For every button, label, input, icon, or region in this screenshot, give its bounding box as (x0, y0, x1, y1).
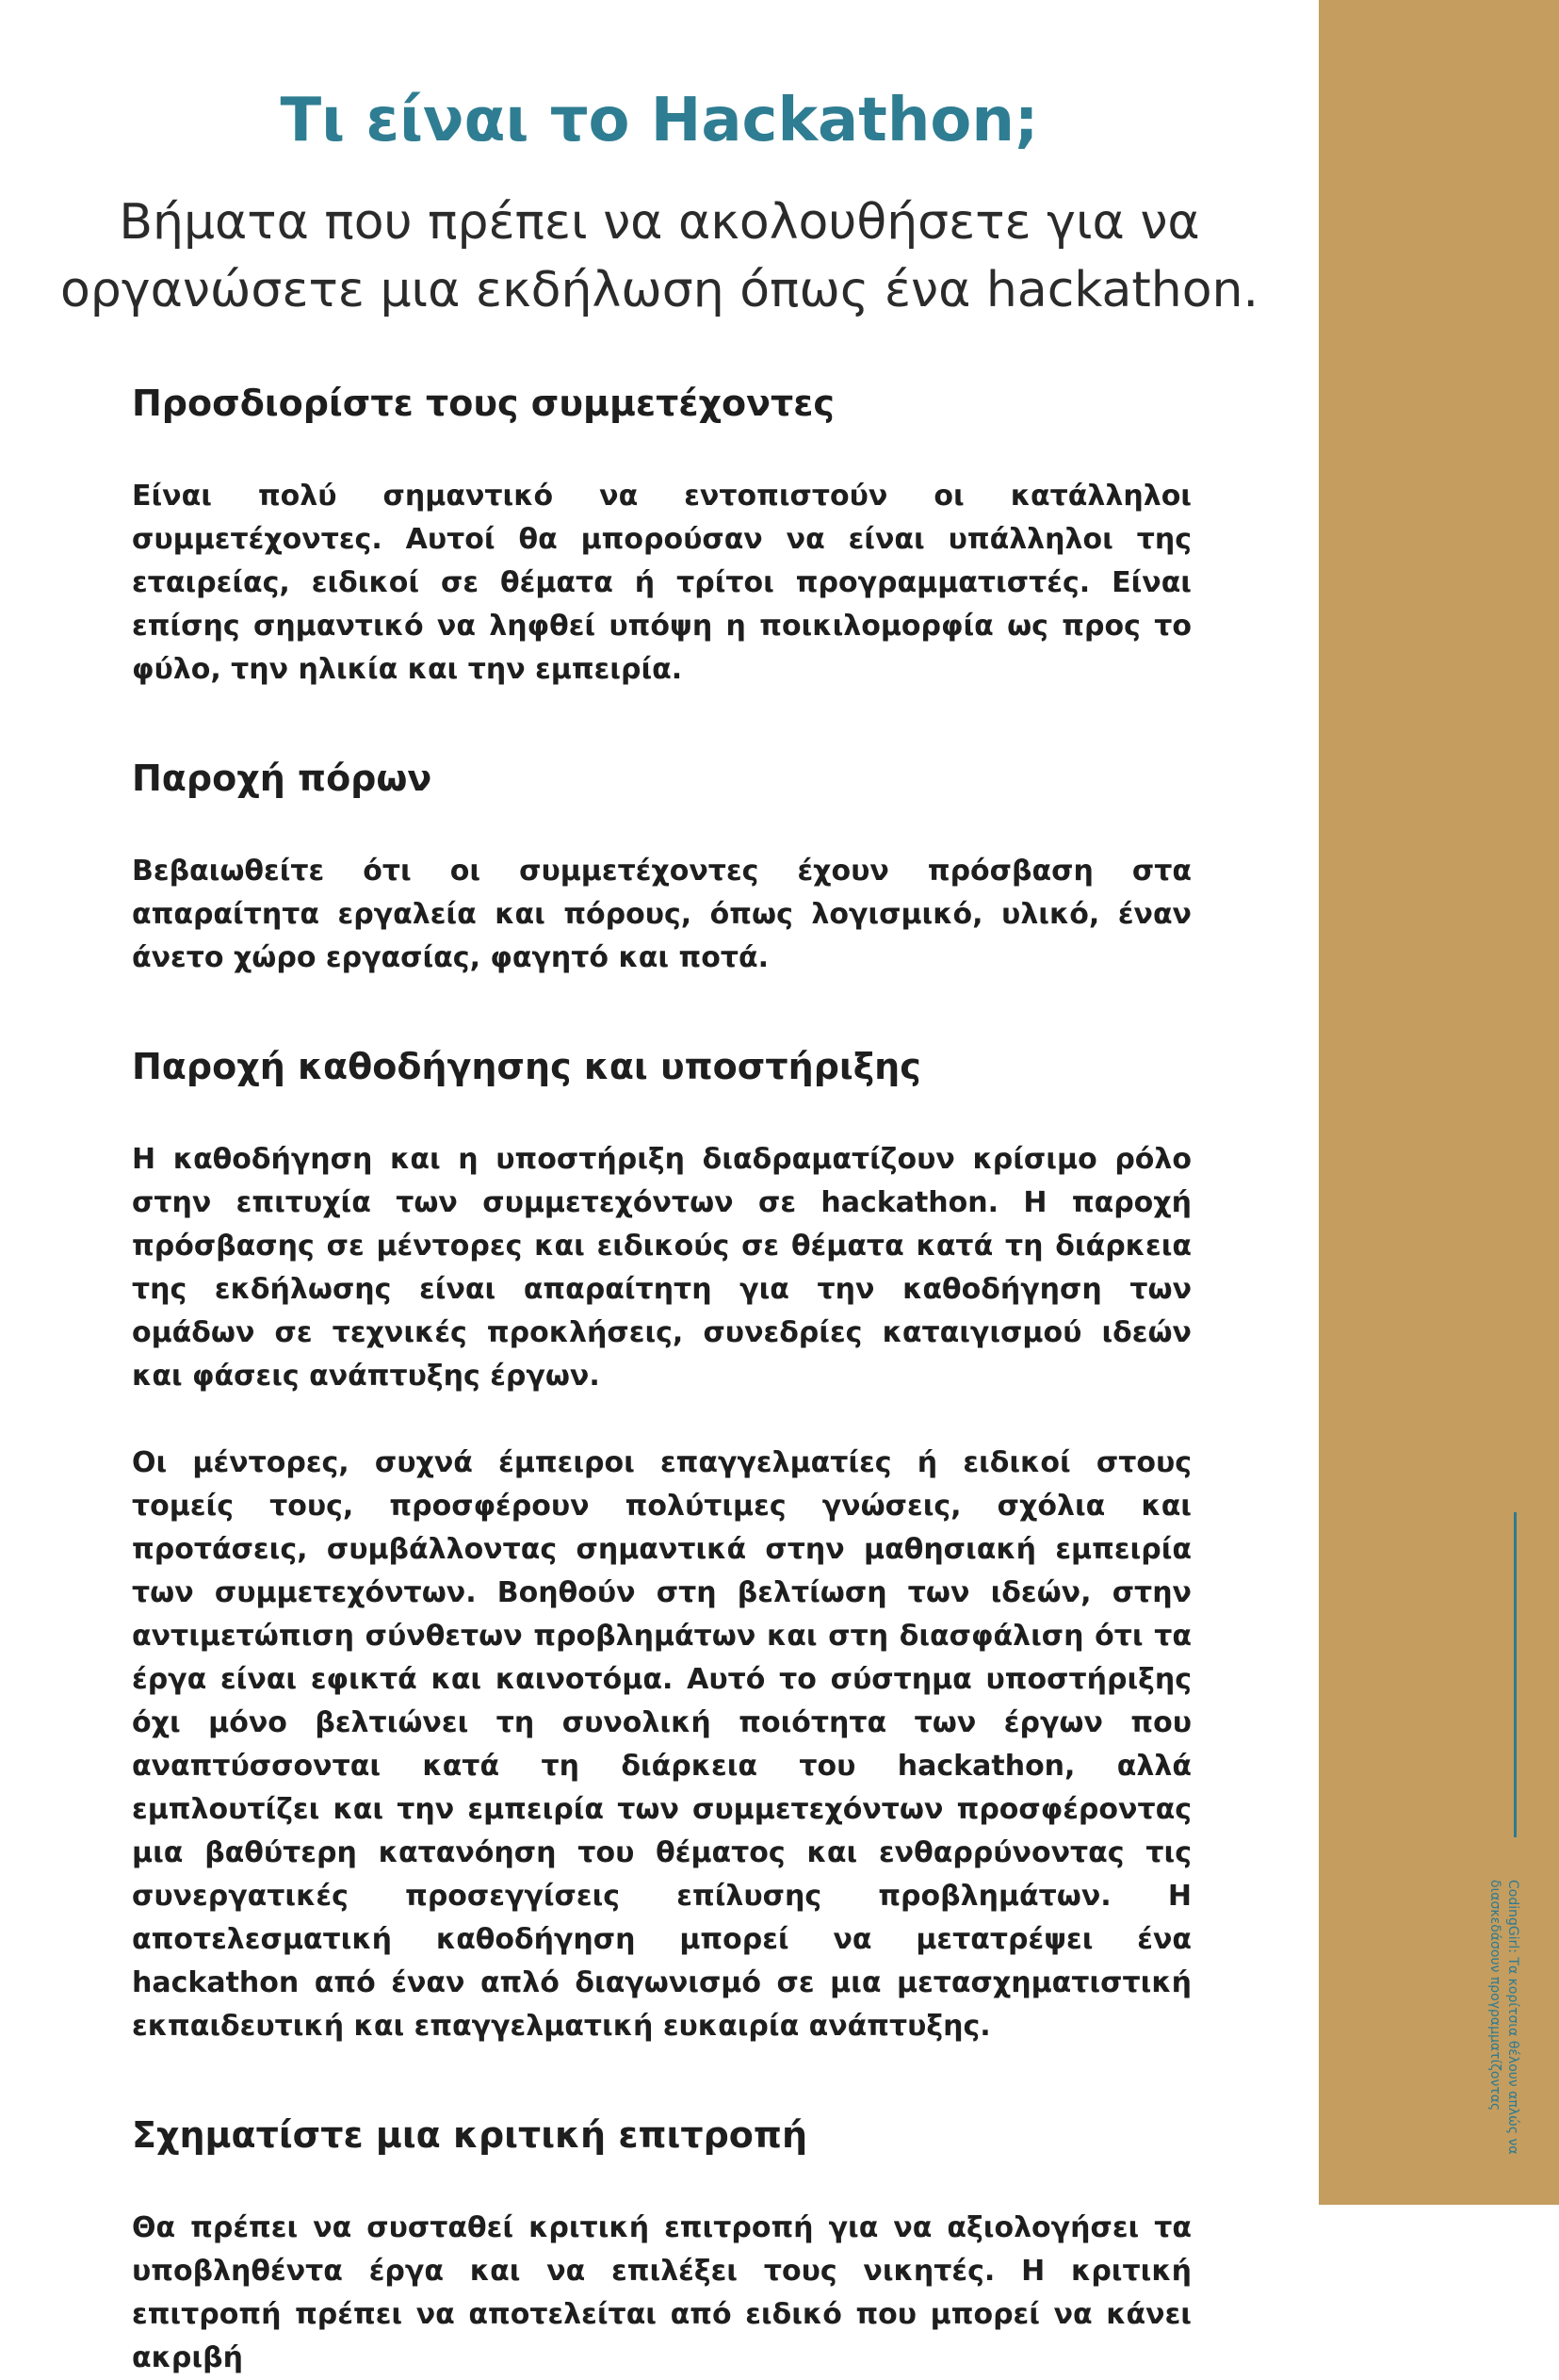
page-title: Τι είναι το Hackathon; (280, 86, 1039, 155)
section-paragraph: Είναι πολύ σημαντικό να εντοπιστούν οι κατάλληλοι συμμετέχοντες. Αυτοί θα μπορούσαν να είναι υπάλληλοι της εταιρείας, ειδικοί σε θέματα ή τρίτοι προγραμματιστές. Είναι επίσης σημαντικό να ληφθεί υπόψη η ποικιλομορφία ως προς το φύλο, την ηλικία και την εμπειρία. (132, 480, 1192, 686)
section-heading-jury: Σχηματίστε μια κριτική επιτροπή (132, 2114, 808, 2156)
sidebar-panel (1319, 0, 1559, 2205)
section-paragraph: Η καθοδήγηση και η υποστήριξη διαδραματίζουν κρίσιμο ρόλο στην επιτυχία των συμμετεχόντων σε hackathon. Η παροχή πρόσβασης σε μέντορες και ειδικούς σε θέματα κατά τη διάρκεια της εκδήλωσης είναι απαραίτητη για την καθοδήγηση των ομάδων σε τεχνικές προκλήσεις, συνεδρίες καταιγισμού ιδεών και φάσεις ανάπτυξης έργων. (132, 1143, 1192, 1393)
sidebar-divider (1514, 1512, 1517, 1837)
page-subtitle: Βήματα που πρέπει να ακολουθήσετε για να οργανώσετε μια εκδήλωση όπως ένα hackathon. (59, 194, 1259, 318)
document-body (132, 375, 1192, 2380)
section-paragraph: Βεβαιωθείτε ότι οι συμμετέχοντες έχουν πρόσβαση στα απαραίτητα εργαλεία και πόρους, όπως λογισμικό, υλικό, έναν άνετο χώρο εργασίας, φαγητό και ποτά. (132, 855, 1192, 974)
section-paragraph: Θα πρέπει να συσταθεί κριτική επιτροπή για να αξιολογήσει τα υποβληθέντα έργα και να επιλέξει τους νικητές. Η κριτική επιτροπή πρέπει να αποτελείται από ειδικό που μπορεί να κάνει ακριβή (132, 2211, 1192, 2374)
section-heading-mentoring: Παροχή καθοδήγησης και υποστήριξης (132, 1046, 921, 1087)
section-heading-resources: Παροχή πόρων (132, 758, 432, 799)
section-paragraph: Οι μέντορες, συχνά έμπειροι επαγγελματίες ή ειδικοί στους τομείς τους, προσφέρουν πολύτιμες γνώσεις, σχόλια και προτάσεις, συμβάλλοντας σημαντικά στην μαθησιακή εμπειρία των συμμετεχόντων. Βοηθούν στη βελτίωση των ιδεών, στην αντιμετώπιση σύνθετων προβλημάτων και στη διασφάλιση ότι τα έργα είναι εφικτά και καινοτόμα. Αυτό το σύστημα υποστήριξης όχι μόνο βελτιώνει τη συνολική ποιότητα των έργων που αναπτύσσονται κατά τη διάρκεια του hackathon, αλλά εμπλουτίζει και την εμπειρία των συμμετεχόντων προσφέροντας μια βαθύτερη κατανόηση του θέματος και ενθαρρύνοντας τις συνεργατικές προσεγγίσεις επίλυσης προβλημάτων. Η αποτελεσματική καθοδήγηση μπορεί να μετατρέψει ένα hackathon από έναν απλό διαγωνισμό σε μια μετασχηματιστική εκπαιδευτική και επαγγελματική ευκαιρία ανάπτυξης. (132, 1446, 1192, 2043)
sidebar-footer-text: CodingGirl: Τα κορίτσια θέλουν απλώς να διασκεδάσουν προγραμματίζοντας (1487, 1880, 1520, 2155)
section-heading-participants: Προσδιορίστε τους συμμετέχοντες (132, 383, 835, 424)
